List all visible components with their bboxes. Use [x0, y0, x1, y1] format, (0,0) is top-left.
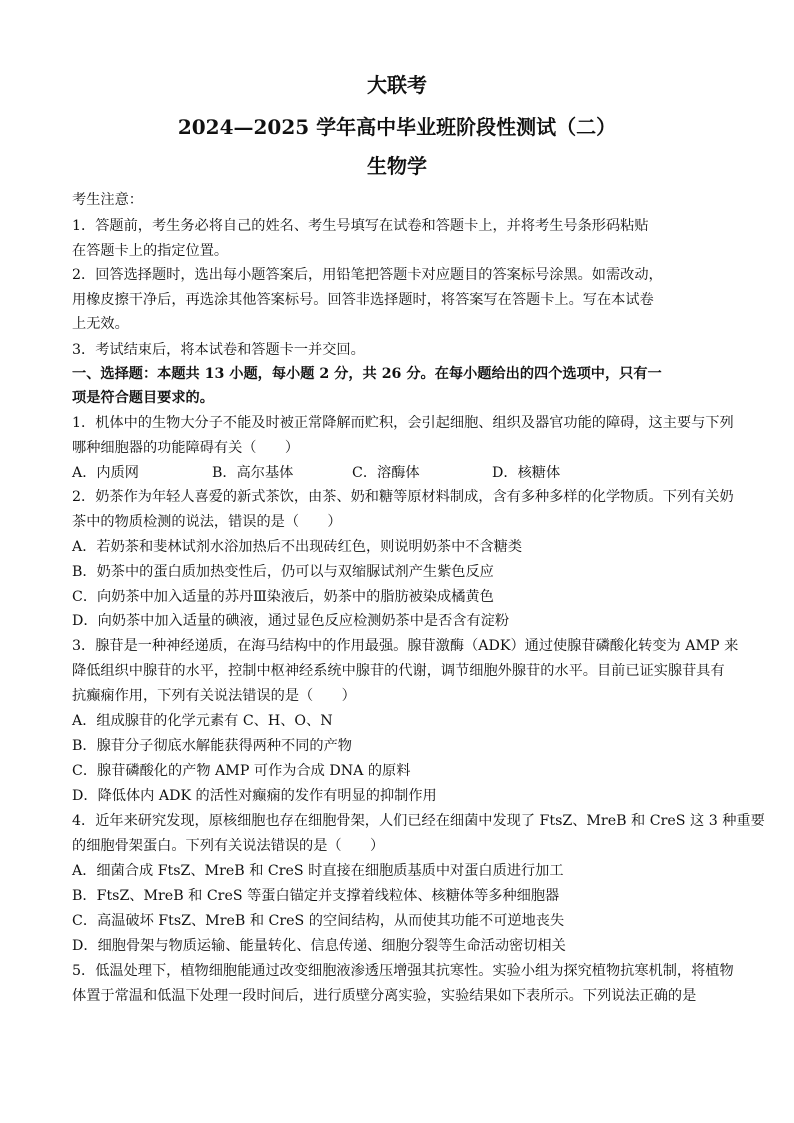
- question-4-option-a: A．细菌合成 FtsZ、MreB 和 CreS 时直接在细胞质基质中对蛋白质进行加工: [72, 863, 564, 879]
- question-4-option-d: D．细胞骨架与物质运输、能量转化、信息传递、细胞分裂等生命活动密切相关: [72, 938, 566, 954]
- question-5-stem: 5．低温处理下，植物细胞能通过改变细胞液渗透压增强其抗寒性。实验小组为探究植物抗寒机制，将植物: [72, 963, 734, 979]
- question-3-stem: 3．腺苷是一种神经递质，在海马结构中的作用最强。腺苷激酶（ADK）通过使腺苷磷酸化转变为 AMP 来: [72, 638, 739, 654]
- notice-line: 上无效。: [72, 316, 129, 332]
- question-4-option-c: C．高温破坏 FtsZ、MreB 和 CreS 的空间结构，从而使其功能不可逆地丧失: [72, 913, 565, 929]
- question-2-option-b: B．奶茶中的蛋白质加热变性后，仍可以与双缩脲试剂产生紫色反应: [72, 564, 494, 580]
- question-3-stem-cont: 降低组织中腺苷的水平，控制中枢神经系统中腺苷的代谢，调节细胞外腺苷的水平。目前已证实腺苷具有: [72, 663, 725, 679]
- notice-line: 2．回答选择题时，选出每小题答案后，用铅笔把答题卡对应题目的答案标号涂黑。如需改动，: [72, 267, 663, 283]
- section-heading-cont: 项是符合题目要求的。: [72, 390, 214, 406]
- notice-line: 3．考试结束后，将本试卷和答题卡一并交回。: [72, 342, 365, 358]
- question-4-stem: 4．近年来研究发现，原核细胞也存在细胞骨架，人们已经在细菌中发现了 FtsZ、MreB 和 CreS 这 3 种重要: [72, 813, 765, 829]
- notice-line: 用橡皮擦干净后，再选涂其他答案标号。回答非选择题时，将答案写在答题卡上。写在本试卷: [72, 292, 654, 308]
- question-1-stem-cont: 哪种细胞器的功能障碍有关（ ）: [72, 440, 300, 456]
- notice-line: 1．答题前，考生务必将自己的姓名、考生号填写在试卷和答题卡上，并将考生号条形码粘贴: [72, 218, 649, 234]
- question-1-option-b: B．高尔基体: [212, 465, 294, 481]
- question-3-stem-cont: 抗癫痫作用，下列有关说法错误的是（ ）: [72, 688, 356, 704]
- question-1-option-d: D．核糖体: [492, 465, 561, 481]
- question-2-stem: 2．奶茶作为年轻人喜爱的新式茶饮，由茶、奶和糖等原材料制成，含有多种多样的化学物质。下列有关奶: [72, 489, 734, 505]
- question-3-option-a: A．组成腺苷的化学元素有 C、H、O、N: [72, 713, 333, 729]
- question-2-option-a: A．若奶茶和斐林试剂水浴加热后不出现砖红色，则说明奶茶中不含糖类: [72, 539, 523, 555]
- notice-heading: 考生注意：: [72, 192, 143, 208]
- question-1-option-c: C．溶酶体: [352, 465, 420, 481]
- question-3-option-d: D．降低体内 ADK 的活性对癫痫的发作有明显的抑制作用: [72, 788, 437, 804]
- question-2-option-c: C．向奶茶中加入适量的苏丹Ⅲ染液后，奶茶中的脂肪被染成橘黄色: [72, 589, 494, 605]
- question-2-option-d: D．向奶茶中加入适量的碘液，通过显色反应检测奶茶中是否含有淀粉: [72, 613, 510, 629]
- subject-title: 生物学: [367, 154, 427, 178]
- question-5-stem-cont: 体置于常温和低温下处理一段时间后，进行质壁分离实验，实验结果如下表所示。下列说法正确的是: [72, 988, 697, 1004]
- question-4-stem-cont: 的细胞骨架蛋白。下列有关说法错误的是（ ）: [72, 838, 385, 854]
- question-4-option-b: B．FtsZ、MreB 和 CreS 等蛋白锚定并支撑着线粒体、核糖体等多种细胞器: [72, 888, 560, 904]
- notice-line: 在答题卡上的指定位置。: [72, 243, 229, 259]
- question-1-option-a: A．内质网: [72, 465, 139, 481]
- question-3-option-c: C．腺苷磷酸化的产物 AMP 可作为合成 DNA 的原料: [72, 763, 411, 779]
- question-1-stem: 1．机体中的生物大分子不能及时被正常降解而贮积，会引起细胞、组织及器官功能的障碍，这主要与下列: [72, 415, 734, 431]
- section-heading: 一、选择题：本题共 13 小题，每小题 2 分，共 26 分。在每小题给出的四个选项中，只有一: [72, 366, 662, 382]
- question-3-option-b: B．腺苷分子彻底水解能获得两种不同的产物: [72, 738, 352, 754]
- exam-series-title: 大联考: [367, 73, 427, 97]
- exam-title: 2024—2025 学年高中毕业班阶段性测试（二）: [177, 115, 617, 139]
- question-2-stem-cont: 茶中的物质检测的说法，错误的是（ ）: [72, 514, 342, 530]
